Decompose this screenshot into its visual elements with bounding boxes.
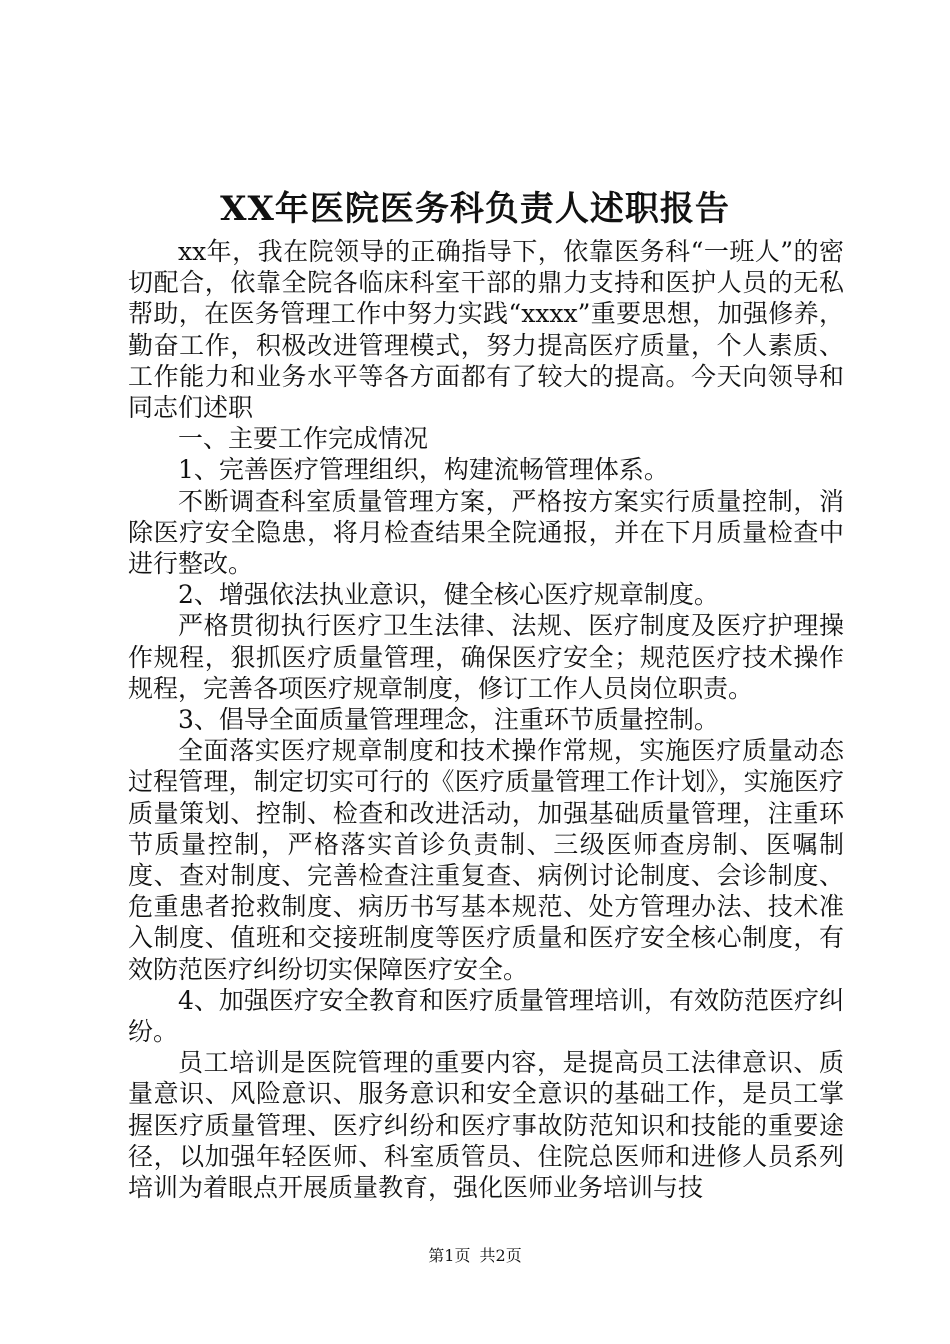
document-title: XX年医院医务科负责人述职报告 (220, 189, 730, 229)
subheading-1: 1、完善医疗管理组织，构建流畅管理体系。 (178, 455, 669, 485)
page-footer (0, 1245, 950, 1267)
page-total: 共2页 (479, 1246, 522, 1265)
paragraph-intro: xx年，我在院领导的正确指导下，依靠医务科“一班人”的密切配合，依靠全院各临床科室干部的鼎力支持和医护人员的无私帮助，在医务管理工作中努力实践“xxxx”重要思想，加强修养，勤奋工作，积极改进管理模式，努力提高医疗质量，个人素质、工作能力和业务水平等各方面都有了较大的提高。今天向领导和同志们述职 (128, 237, 844, 423)
subheading-3: 3、倡导全面质量管理理念，注重环节质量控制。 (178, 705, 719, 735)
document-body (128, 236, 844, 1203)
paragraph-4: 员工培训是医院管理的重要内容，是提高员工法律意识、质量意识、风险意识、服务意识和安全意识的基础工作，是员工掌握医疗质量管理、医疗纠纷和医疗事故防范知识和技能的重要途径，以加强年轻医师、科室质管员、住院总医师和进修人员系列培训为着眼点开展质量教育，强化医师业务培训与技 (128, 1048, 844, 1203)
page-number: 第1页 (428, 1246, 471, 1265)
subheading-4: 4、加强医疗安全教育和医疗质量管理培训，有效防范医疗纠纷。 (128, 985, 844, 1047)
paragraph-1: 不断调查科室质量管理方案，严格按方案实行质量控制，消除医疗安全隐患，将月检查结果全院通报，并在下月质量检查中进行整改。 (128, 486, 844, 579)
section-heading: 一、主要工作完成情况 (178, 424, 429, 454)
paragraph-2: 严格贯彻执行医疗卫生法律、法规、医疗制度及医疗护理操作规程，狠抓医疗质量管理，确保医疗安全；规范医疗技术操作规程，完善各项医疗规章制度，修订工作人员岗位职责。 (128, 611, 844, 703)
paragraph-3: 全面落实医疗规章制度和技术操作常规，实施医疗质量动态过程管理，制定切实可行的《医疗质量管理工作计划》，实施医疗质量策划、控制、检查和改进活动，加强基础质量管理，注重环节质量控制，严格落实首诊负责制、三级医师查房制、医嘱制度、查对制度、完善检查注重复查、病例讨论制度、会诊制度、危重患者抢救制度、病历书写基本规范、处方管理办法、技术准入制度、值班和交接班制度等医疗质量和医疗安全核心制度，有效防范医疗纠纷切实保障医疗安全。 (128, 736, 844, 984)
subheading-2: 2、增强依法执业意识，健全核心医疗规章制度。 (178, 580, 719, 610)
